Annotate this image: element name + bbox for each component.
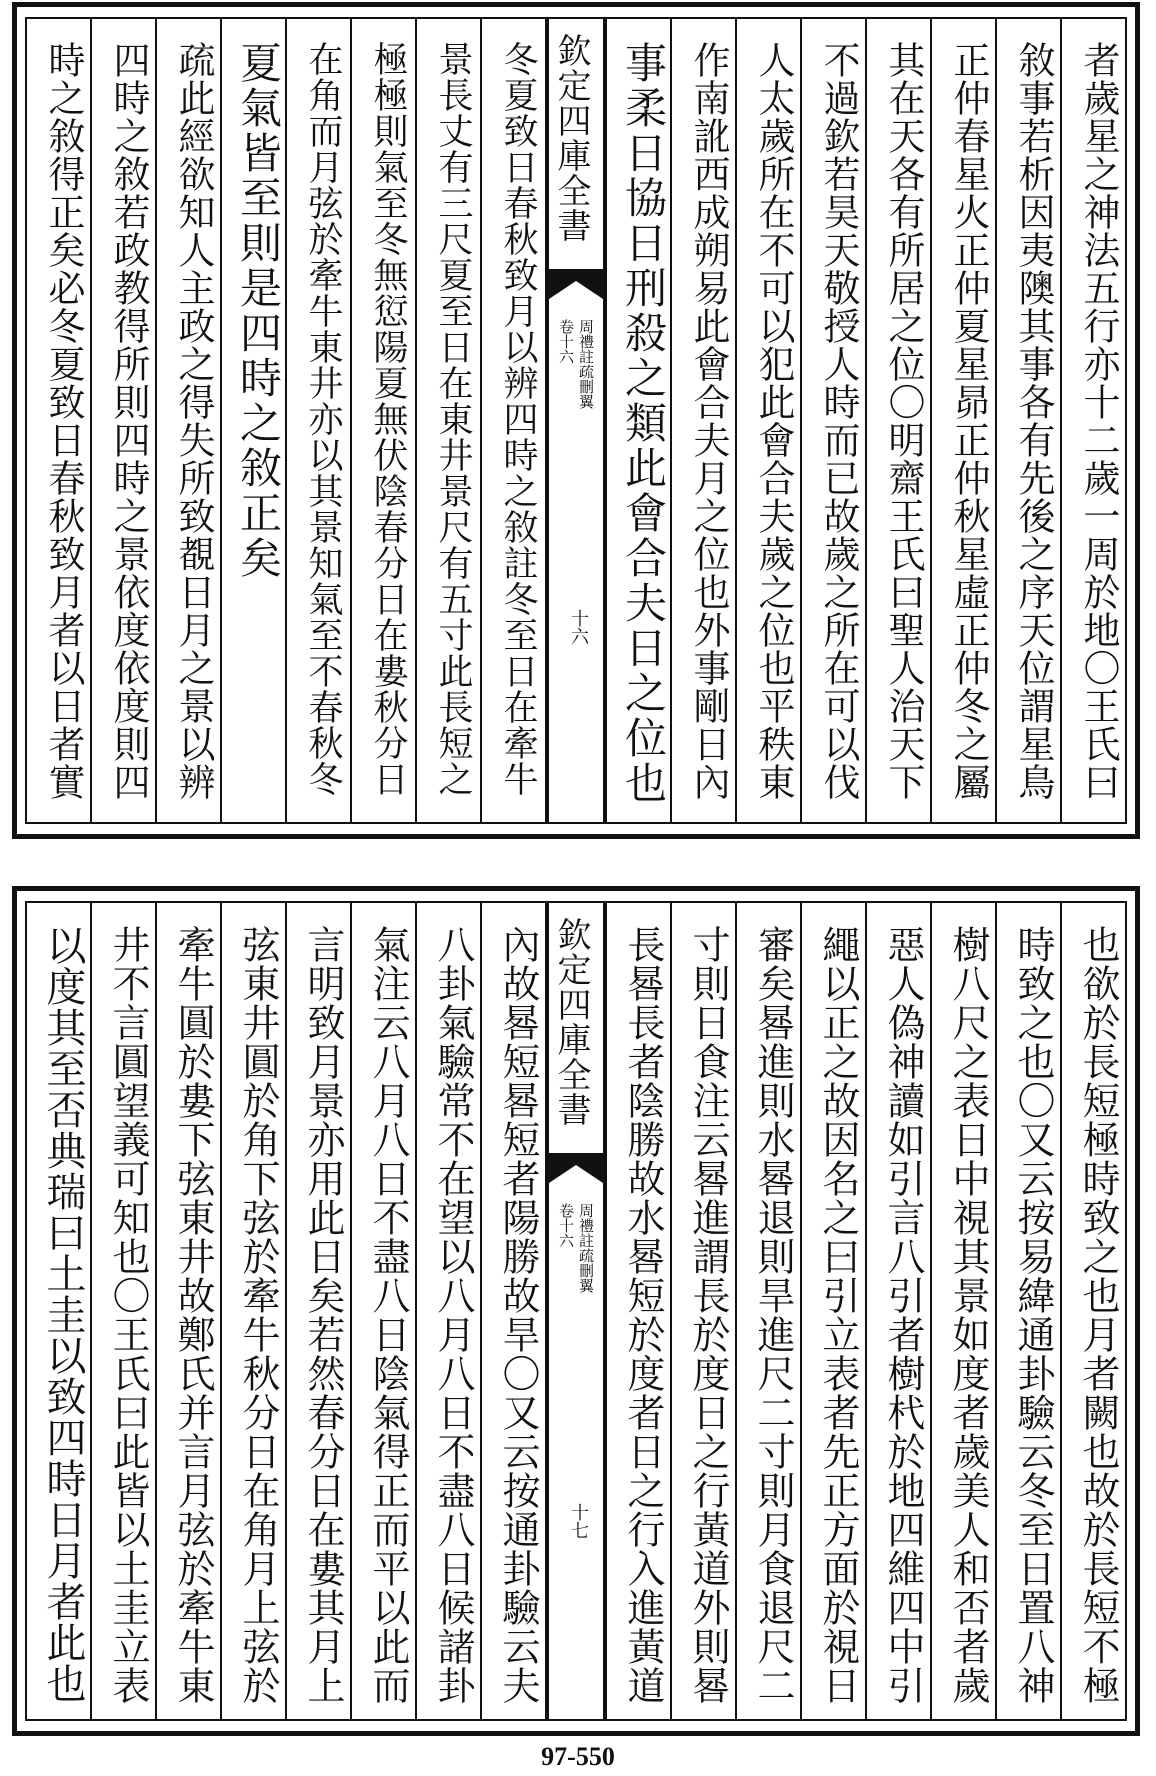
text-column: [995, 903, 1060, 1719]
page-bottom: [12, 886, 1140, 1736]
text-column: [157, 19, 222, 822]
text-column: [222, 19, 287, 822]
column-text: 極極則氣至冬無愆陽夏無伏陰春分日在婁秋分日: [368, 41, 408, 797]
collection-title: 欽定四庫全書: [551, 33, 591, 243]
text-column: [995, 19, 1060, 822]
text-column: [27, 19, 92, 822]
text-column: [1060, 903, 1125, 1719]
text-column: [605, 903, 670, 1719]
text-column: [222, 903, 287, 1719]
column-text: 在角而月弦於牽牛東井亦以其景知氣至不春秋冬: [303, 41, 343, 797]
book-title: 周禮註疏刪翼: [577, 1203, 595, 1293]
column-text: 時之敘得正矣必冬夏致日春秋致月者以日者實: [42, 41, 85, 801]
text-column: [670, 903, 735, 1719]
column-text: 疏此經欲知人主政之得失所致覩日月之景以辨: [172, 41, 215, 801]
column-text: 夏氣皆至則是四時之敘正矣: [234, 41, 283, 581]
column-text: 以度其至否典瑞曰土圭以致四時日月者此也: [40, 925, 86, 1704]
folio-number: 十七: [568, 1503, 589, 1539]
center-fold-column: [547, 19, 605, 822]
column-text: 時致之也〇又云按易緯通卦驗云冬至日置八神: [1011, 925, 1055, 1705]
column-text: 審矣晷進則水晷退則旱進尺二寸則月食退尺二: [751, 925, 795, 1705]
column-text: 作南訛西成朔易此會合夫月之位也外事剛日內: [687, 41, 730, 801]
column-text: 者歲星之神法五行亦十二歲一周於地〇王氏曰: [1077, 41, 1120, 801]
column-text: 內故晷短晷短者陽勝故旱〇又云按通卦驗云夫: [496, 925, 540, 1705]
page-top: [12, 2, 1140, 839]
column-text: 也欲於長短極時致之也月者闕也故於長短不極: [1076, 925, 1120, 1705]
column-text: 其在天各有所居之位〇明齋王氏曰聖人治天下: [882, 41, 925, 801]
center-fold-column: [547, 903, 605, 1719]
column-text: 人太歲所在不可以犯此會合夫歲之位也平秩東: [752, 41, 795, 801]
column-text: 冬夏致日春秋致月以辨四時之敘註冬至日在牽牛: [498, 41, 538, 797]
column-text: 言明致月景亦用此日矣若然春分日在婁其月上: [301, 925, 345, 1705]
page-frame: [25, 901, 1127, 1721]
text-column: [670, 19, 735, 822]
column-text: 氣注云八月八日不盡八日陰氣得正而平以此而: [366, 925, 410, 1705]
book-title: 周禮註疏刪翼: [577, 319, 595, 409]
column-text: 景長丈有三尺夏至日在東井景尺有五寸此長短之: [433, 41, 473, 797]
text-column: [92, 19, 157, 822]
text-column: [482, 19, 547, 822]
text-column: [417, 903, 482, 1719]
text-column: [1060, 19, 1125, 822]
column-text: 樹八尺之表日中視其景如度者歲美人和否者歲: [946, 925, 990, 1705]
column-text: 八卦氣驗常不在望以八月八日不盡八日候諸卦: [431, 925, 475, 1705]
text-column: [865, 19, 930, 822]
text-column: [865, 903, 930, 1719]
text-column: [800, 19, 865, 822]
column-text: 敘事若析因夷隩其事各有先後之序天位謂星鳥: [1012, 41, 1055, 801]
column-text: 惡人偽神讀如引言八引者樹杙於地四維四中引: [881, 925, 925, 1705]
text-column: [735, 19, 800, 822]
column-text: 不過欽若昊天敬授人時而已故歲之所在可以伐: [817, 41, 860, 801]
fishtail-mark-icon: [549, 269, 603, 303]
collection-title: 欽定四庫全書: [551, 917, 591, 1127]
volume-number: 卷十六: [557, 319, 575, 364]
column-text: 長晷長者陰勝故水晷短於度者日之行入進黃道: [621, 925, 665, 1705]
text-column: [605, 19, 670, 822]
column-text: 正仲春星火正仲夏星昴正仲秋星虛正仲冬之屬: [947, 41, 990, 801]
text-column: [352, 19, 417, 822]
column-text: 四時之敘若政教得所則四時之景依度依度則四: [107, 41, 150, 801]
text-column: [287, 903, 352, 1719]
folio-number: 十六: [568, 609, 589, 645]
column-text: 牽牛圓於婁下弦東井故鄭氏并言月弦於牽牛東: [171, 925, 215, 1705]
column-text: 寸則日食注云晷進謂長於度日之行黃道外則晷: [686, 925, 730, 1705]
text-column: [930, 903, 995, 1719]
text-column: [92, 903, 157, 1719]
text-column: [27, 903, 92, 1719]
text-column: [417, 19, 482, 822]
column-text: 井不言圓望義可知也〇王氏曰此皆以土圭立表: [106, 925, 150, 1705]
text-column: [930, 19, 995, 822]
page-footer-number: 97-550: [541, 1742, 615, 1771]
column-text: 事柔日協日刑殺之類此會合夫日之位也: [619, 41, 668, 806]
text-column: [482, 903, 547, 1719]
column-text: 弦東井圓於角下弦於牽牛秋分日在角月上弦於: [236, 925, 280, 1705]
column-text: 繩以正之故因名之曰引立表者先正方面於視日: [816, 925, 860, 1705]
text-column: [735, 903, 800, 1719]
page-frame: [25, 17, 1127, 824]
volume-number: 卷十六: [557, 1203, 575, 1248]
text-column: [287, 19, 352, 822]
fishtail-mark-icon: [549, 1153, 603, 1187]
text-column: [800, 903, 865, 1719]
text-column: [157, 903, 222, 1719]
text-column: [352, 903, 417, 1719]
